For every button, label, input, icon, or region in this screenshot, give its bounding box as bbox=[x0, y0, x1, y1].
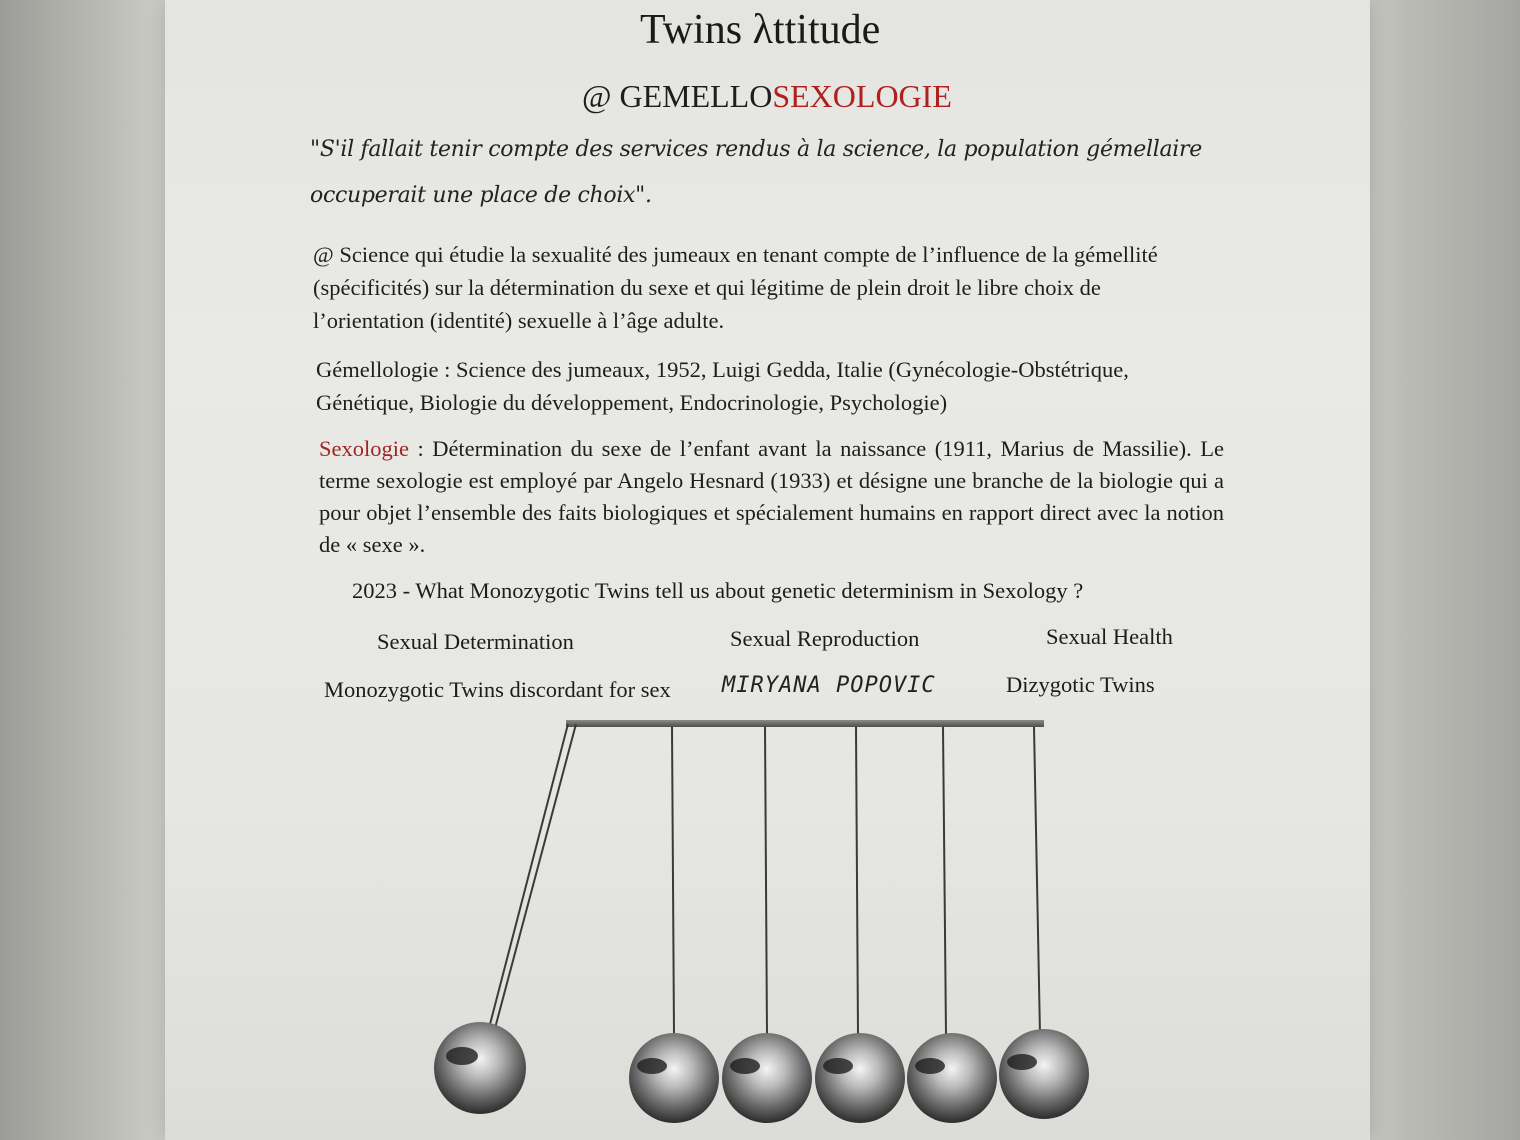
gemellologie-paragraph: Gémellologie : Science des jumeaux, 1952, Luigi Gedda, Italie (Gynécologie-Obstétrique, Génétique, Biologie du développement, Endocrinologie, Psychologie) bbox=[316, 357, 1129, 415]
quote-line-2: occuperait une place de choix". bbox=[310, 183, 652, 208]
cradle-balls bbox=[434, 1022, 1089, 1123]
label-dizygotic: Dizygotic Twins bbox=[1006, 672, 1155, 697]
cradle-strings bbox=[488, 724, 1040, 1035]
handle-prefix: @ GEMELLO bbox=[582, 78, 773, 114]
cradle-string-5 bbox=[943, 727, 946, 1035]
ball-highlight-3 bbox=[730, 1058, 760, 1074]
study-line: 2023 - What Monozygotic Twins tell us about genetic determinism in Sexology ? bbox=[352, 578, 1084, 603]
label-sexual-reproduction: Sexual Reproduction bbox=[730, 626, 920, 651]
handle-highlight: SEXOLOGIE bbox=[772, 78, 952, 114]
cradle-ball-6 bbox=[999, 1029, 1089, 1119]
ball-highlight-5 bbox=[915, 1058, 945, 1074]
ball-highlight-1 bbox=[446, 1047, 478, 1065]
cradle-string-3 bbox=[765, 727, 767, 1035]
sexologie-body: : Détermination du sexe de l’enfant avant la naissance (1911, Marius de Massilie). Le terme sexologie est employé par Angelo Hesnard (1933) et désigne une branche de la biologie qui a pour objet l’ensemble des faits biologiques et spécialement humains en rapport direct avec la notion de « sexe ». bbox=[319, 436, 1224, 557]
quote-line-1: "S'il fallait tenir compte des services rendus à la science, la population gémellaire bbox=[310, 137, 1202, 162]
definition-paragraph: @ Science qui étudie la sexualité des jumeaux en tenant compte de l’influence de la gémellité (spécificités) sur la détermination du sexe et qui légitime de plein droit le libre choix de l’orientation (identité) sexuelle à l’âge adulte. bbox=[313, 242, 1158, 333]
cradle-string-6 bbox=[1034, 727, 1040, 1035]
cradle-string-1b bbox=[494, 724, 576, 1032]
sexologie-term: Sexologie bbox=[319, 436, 409, 461]
cradle-ball-2 bbox=[629, 1033, 719, 1123]
document-title: Twins λttitude bbox=[640, 7, 881, 53]
cradle-string-1a bbox=[488, 724, 568, 1032]
author-signature: MIRYANA POPOVIC bbox=[722, 673, 936, 698]
label-sexual-health: Sexual Health bbox=[1046, 624, 1173, 649]
ball-highlight-4 bbox=[823, 1058, 853, 1074]
ball-highlight-6 bbox=[1007, 1054, 1037, 1070]
cradle-top-bar bbox=[566, 720, 1044, 727]
cradle-string-4 bbox=[856, 727, 858, 1035]
cradle-ball-4 bbox=[815, 1033, 905, 1123]
label-monozygotic: Monozygotic Twins discordant for sex bbox=[324, 677, 671, 702]
label-sexual-determination: Sexual Determination bbox=[377, 629, 574, 654]
cradle-ball-1 bbox=[434, 1022, 526, 1114]
cradle-string-2 bbox=[672, 727, 674, 1035]
cradle-ball-3 bbox=[722, 1033, 812, 1123]
cradle-ball-5 bbox=[907, 1033, 997, 1123]
ball-highlight-2 bbox=[637, 1058, 667, 1074]
